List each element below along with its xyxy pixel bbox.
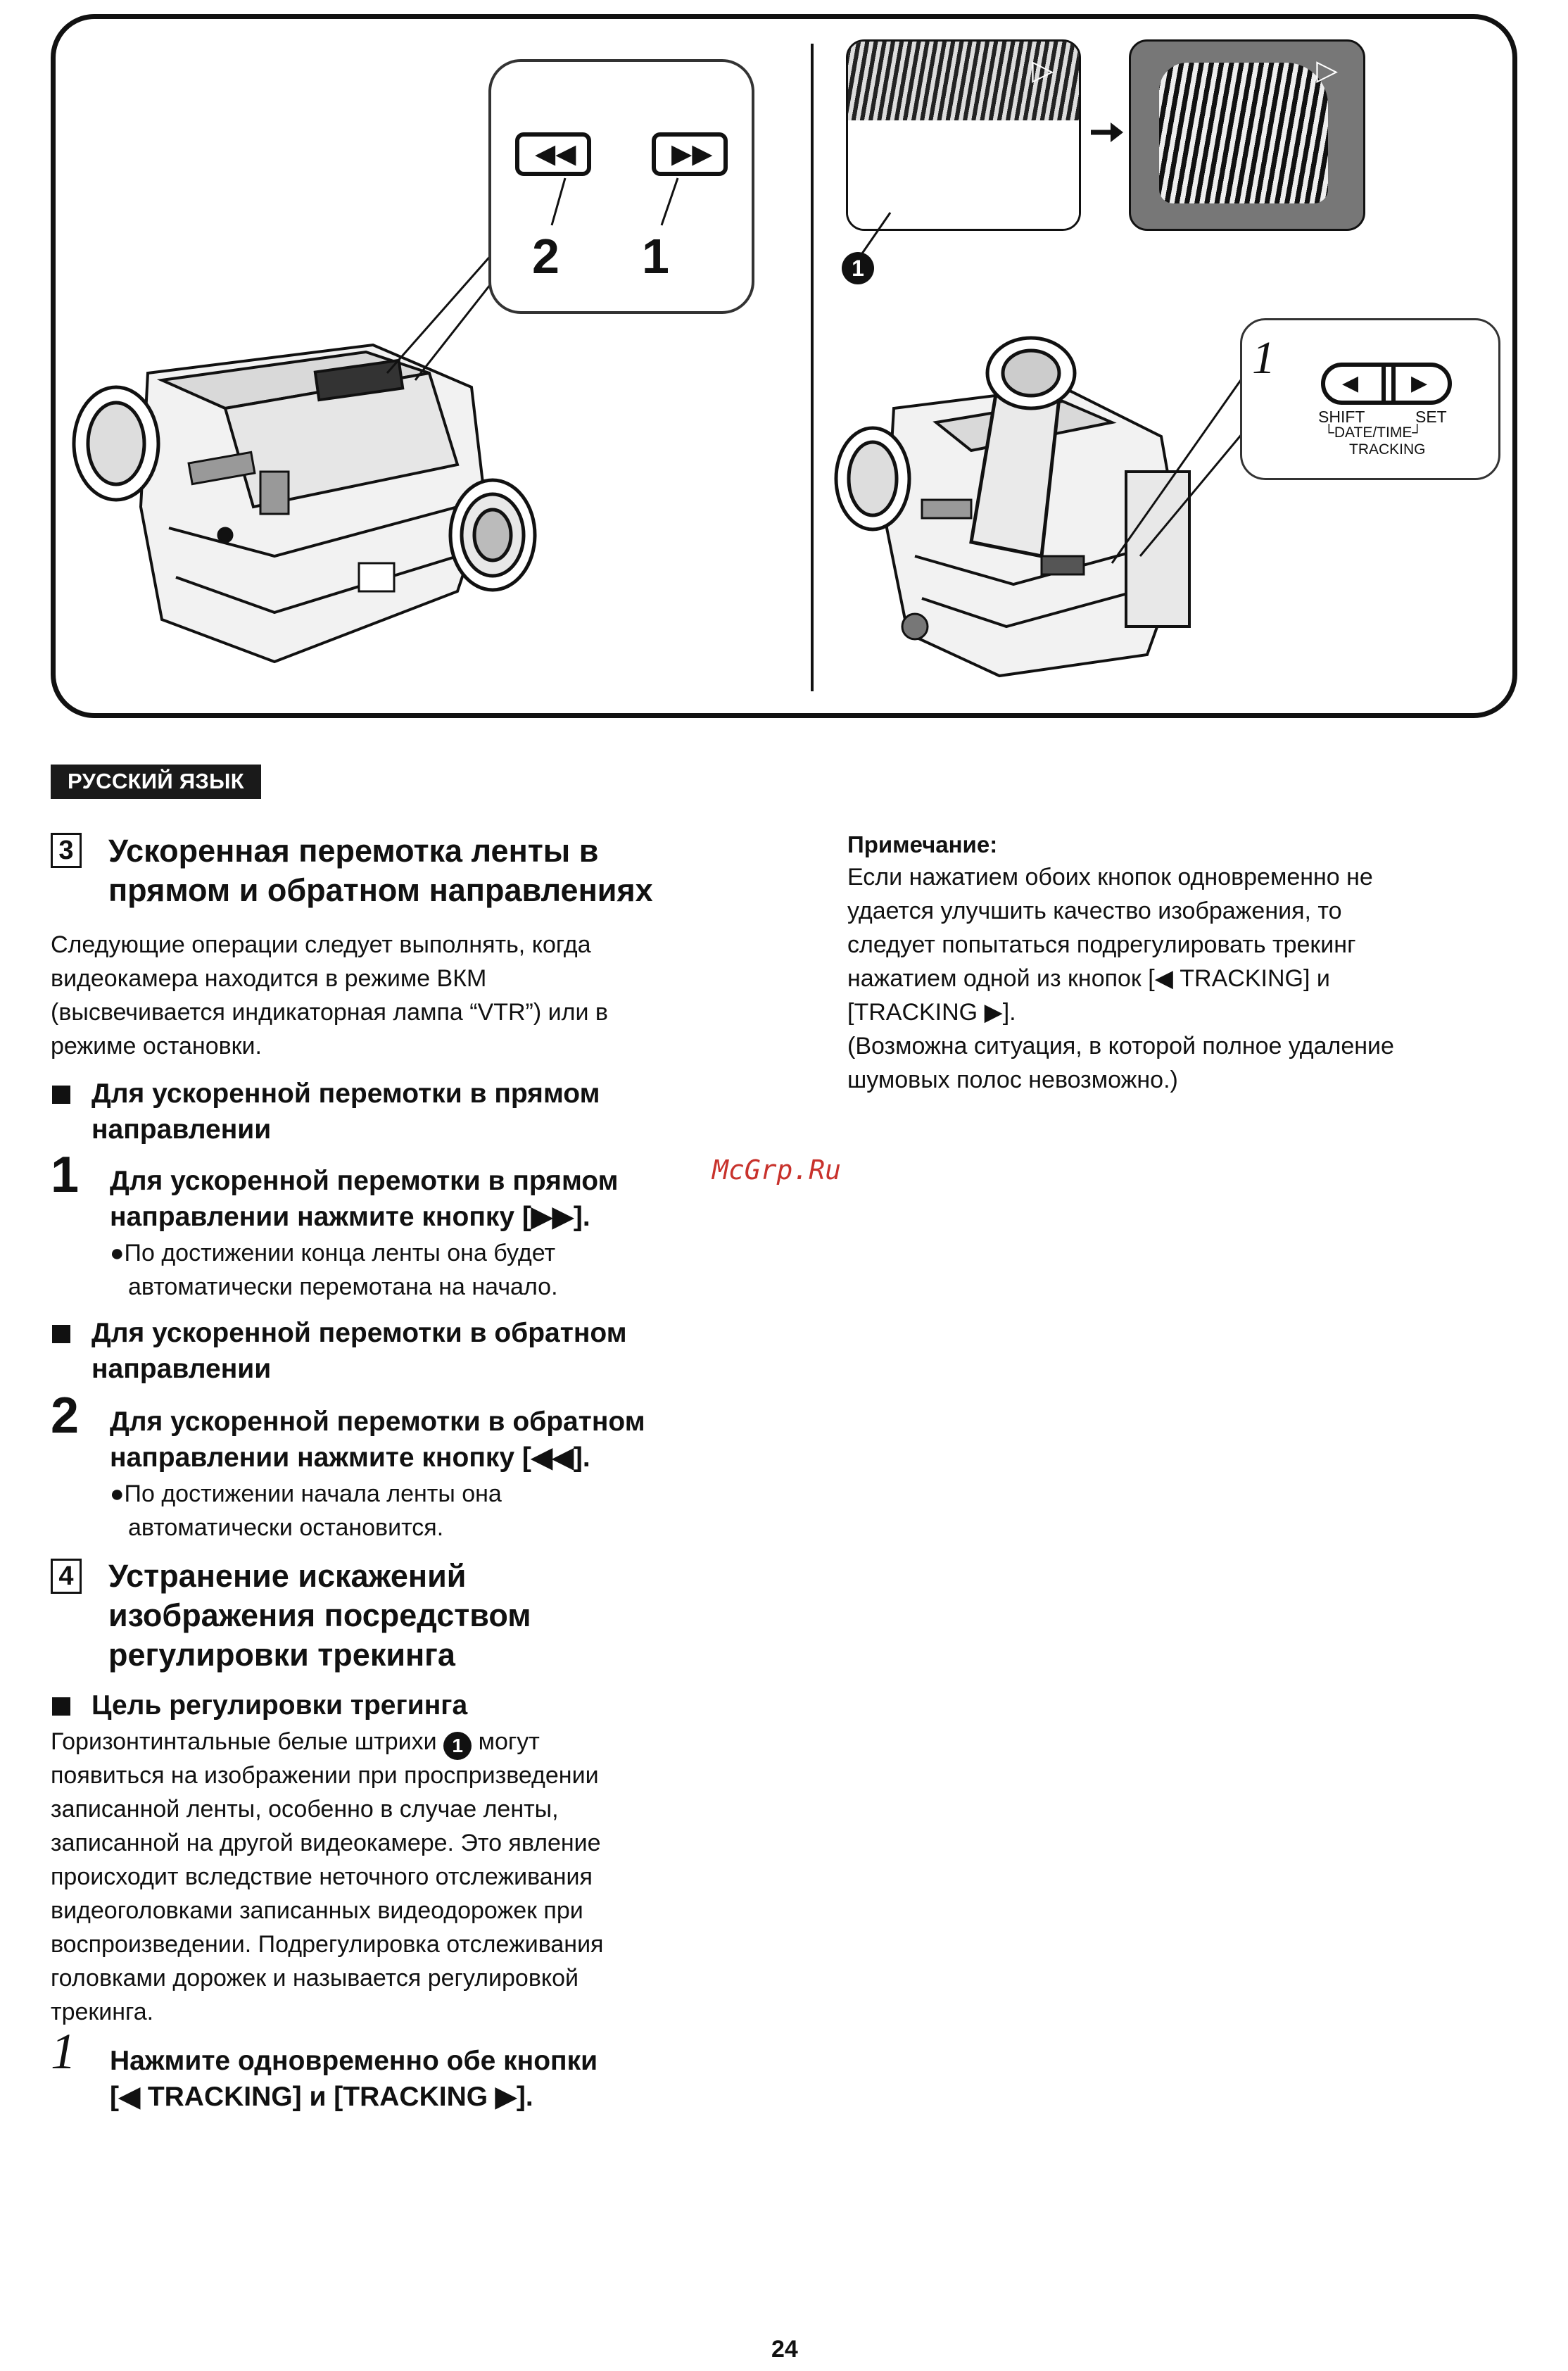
tracking-divider	[1382, 367, 1386, 401]
note-title: Примечание:	[847, 831, 998, 857]
noisy-picture-frame	[846, 39, 1081, 231]
section3-intro-1: Следующие операции следует выполнять, когда	[51, 931, 591, 958]
illustration-divider	[811, 44, 814, 691]
zebra-picture-clean	[1159, 63, 1328, 203]
note-line-1: Если нажатием обоих кнопок одновременно не	[847, 864, 1373, 891]
left-callout-label-2: 2	[532, 229, 559, 284]
section4-para-4: записанной на другой видеокамере. Это явление	[51, 1830, 601, 1856]
section4-title-line1: Устранение искажений	[108, 1558, 467, 1594]
step2-line1: Для ускоренной перемотки в обратном	[110, 1407, 645, 1437]
bullet-square	[52, 1697, 70, 1716]
bullet-square	[52, 1325, 70, 1343]
page-number: 24	[771, 2336, 798, 2363]
section3-intro-3: (высвечивается индикаторная лампа “VTR”) или в	[51, 999, 608, 1026]
section4-sub: Цель регулировки трегинга	[91, 1690, 468, 1721]
clean-picture-frame	[1129, 39, 1365, 231]
step2-note-line2: автоматически остановится.	[128, 1514, 444, 1541]
right-callout-step-label: 1	[1252, 332, 1275, 384]
tracking-left-icon: ◀	[1342, 372, 1359, 395]
section4-para-9: трекинга.	[51, 1999, 154, 2025]
tracking-buttons	[1321, 363, 1452, 405]
section4-step1-number: 1	[51, 2023, 76, 2080]
section3-title-line1: Ускоренная перемотка ленты в	[108, 833, 599, 869]
step2-line2: направлении нажмите кнопку [◀◀].	[110, 1442, 590, 1473]
noise-marker-inline: 1	[443, 1732, 472, 1760]
tracking-label: TRACKING	[1349, 441, 1426, 458]
section3-intro-2: видеокамера находится в режиме ВКМ	[51, 965, 487, 992]
date-time-label: └DATE/TIME┘	[1324, 424, 1423, 441]
step1-line1: Для ускоренной перемотки в прямом	[110, 1166, 619, 1196]
section3-number: 3	[51, 833, 82, 868]
step2-number: 2	[51, 1388, 80, 1444]
note-line-7: шумовых полос невозможно.)	[847, 1067, 1178, 1093]
noise-marker: 1	[842, 252, 874, 284]
section4-title-line2: изображения посредством	[108, 1597, 531, 1633]
right-callout-leader-lines	[1098, 366, 1253, 577]
section4-title-line3: регулировки трекинга	[108, 1637, 455, 1673]
sub2-line2: направлении	[91, 1354, 272, 1384]
step1-note-line1: ●По достижении конца ленты она будет	[110, 1240, 556, 1266]
shift-label: SHIFT	[1318, 408, 1365, 426]
left-callout-box	[488, 59, 754, 314]
section4-para-5: происходит вследствие неточного отслеживания	[51, 1863, 593, 1890]
tracking-right-icon: ▶	[1411, 372, 1428, 395]
sub2-line1: Для ускоренной перемотки в обратном	[91, 1318, 627, 1348]
section4-step1-line1: Нажмите одновременно обе кнопки	[110, 2046, 598, 2076]
step2-note-line1: ●По достижении начала ленты она	[110, 1480, 502, 1507]
fast-forward-icon: ▶▶	[671, 139, 713, 169]
left-callout-label-1: 1	[642, 229, 669, 284]
section4-number: 4	[51, 1559, 82, 1594]
tracking-divider-2	[1391, 367, 1396, 401]
section4-para-first: Горизонтинтальные белые штрихи 1 могут	[51, 1725, 540, 1760]
step1-note-line2: автоматически перемотана на начало.	[128, 1273, 558, 1300]
section4-para-8: головками дорожек и называется регулировкой	[51, 1965, 579, 1992]
right-callout-box	[1240, 318, 1500, 480]
section4-para-3: записанной ленты, особенно в случае ленты,	[51, 1796, 559, 1823]
section3-intro-4: режиме остановки.	[51, 1033, 262, 1059]
bullet-square	[52, 1086, 70, 1104]
note-line-4: нажатием одной из кнопок [◀ TRACKING] и	[847, 965, 1330, 992]
note-line-6: (Возможна ситуация, в которой полное удаление	[847, 1033, 1394, 1059]
sub1-line2: направлении	[91, 1114, 272, 1145]
section4-para-6: видеоголовками записанных видеодорожек при	[51, 1897, 583, 1924]
sub1-line1: Для ускоренной перемотки в прямом	[91, 1078, 600, 1109]
language-badge: РУССКИЙ ЯЗЫК	[51, 765, 261, 799]
note-line-3: следует попытаться подрегулировать трекинг	[847, 931, 1356, 958]
rewind-icon: ◀◀	[535, 139, 576, 169]
section3-title-line2: прямом и обратном направлениях	[108, 872, 653, 908]
section4-para-7: воспроизведении. Подрегулировка отслеживания	[51, 1931, 604, 1958]
arrow-right-icon	[1089, 118, 1125, 146]
section4-para-2: появиться на изображении при проспризведении	[51, 1762, 599, 1789]
section4-step1-line2: [◀ TRACKING] и [TRACKING ▶].	[110, 2082, 533, 2112]
note-line-2: удается улучшить качество изображения, то	[847, 898, 1342, 924]
play-indicator-icon: ▷	[1032, 55, 1054, 86]
play-indicator-icon-2: ▷	[1316, 55, 1338, 86]
step1-number: 1	[51, 1147, 80, 1203]
step1-line2: направлении нажмите кнопку [▶▶].	[110, 1202, 590, 1232]
set-label: SET	[1415, 408, 1447, 426]
watermark: McGrp.Ru	[712, 1155, 842, 1186]
note-line-5: [TRACKING ▶].	[847, 999, 1016, 1026]
